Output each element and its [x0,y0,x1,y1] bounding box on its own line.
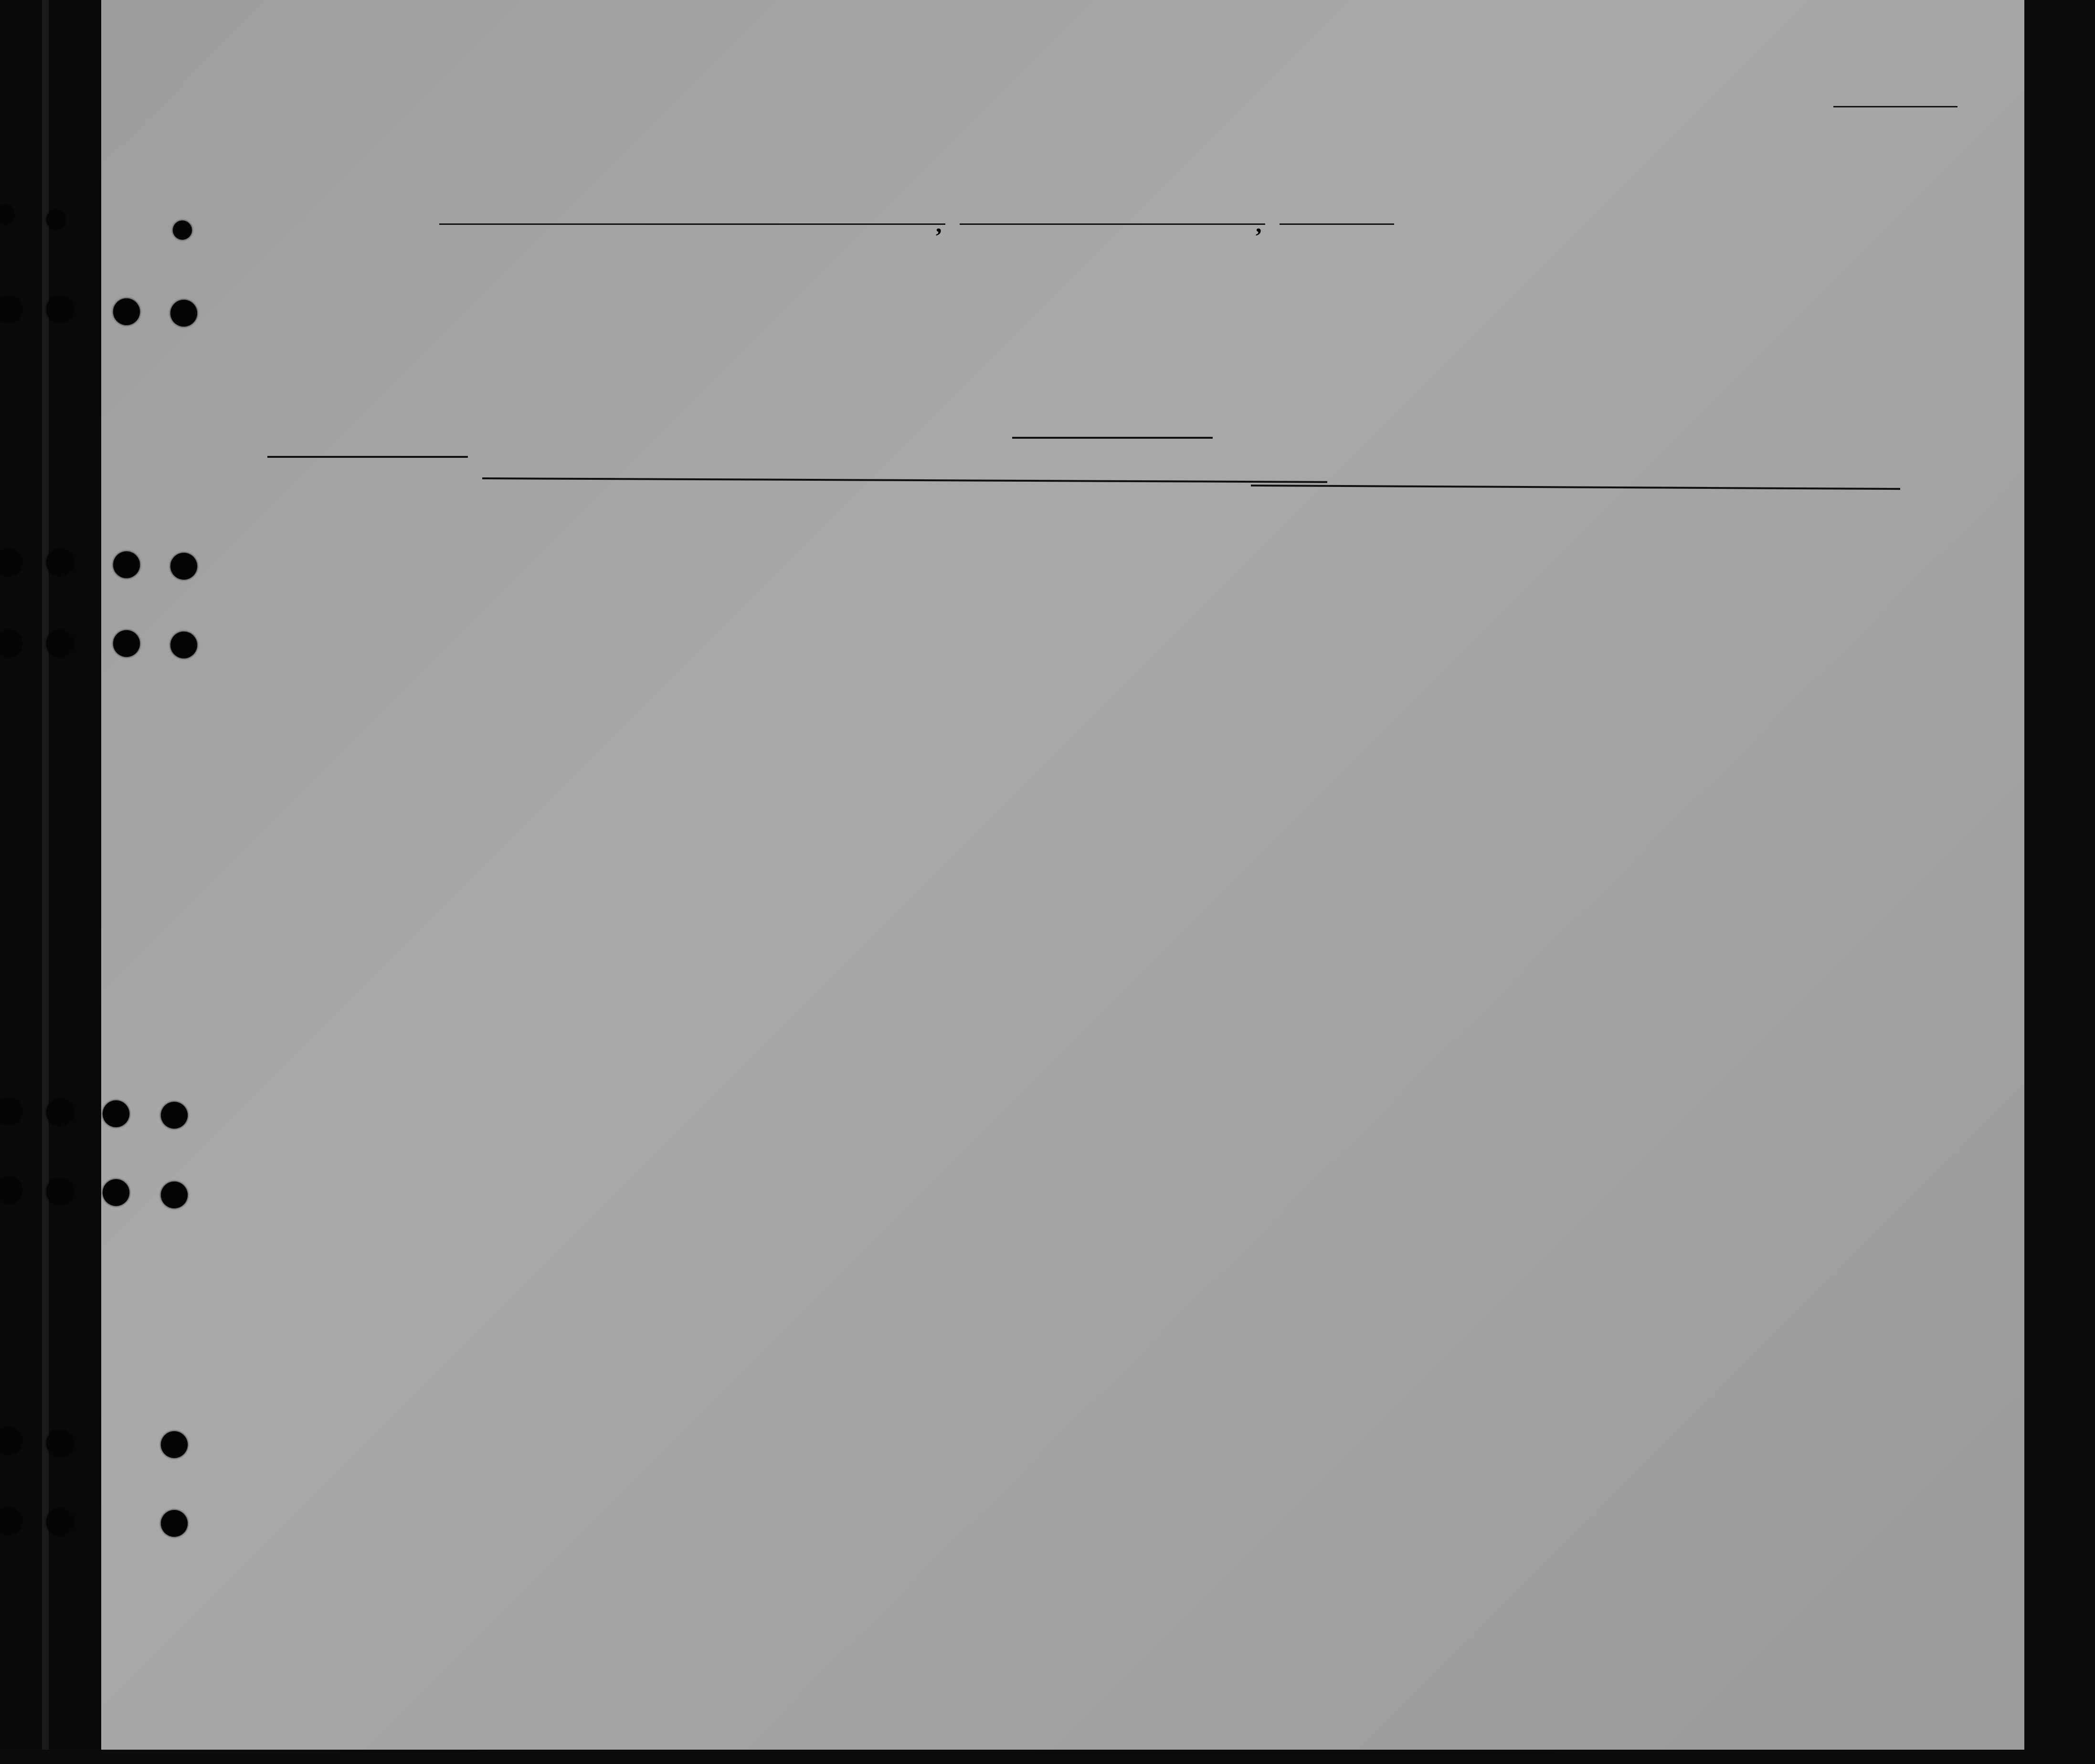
list-number-underline [1833,106,1957,107]
strike-line [1012,437,1213,439]
year-comma: , [1256,211,1262,237]
year-underline [1280,223,1394,225]
port-underline [439,223,945,225]
strike-line [267,456,468,458]
date-comma: , [936,211,942,237]
date-underline [960,223,1265,225]
